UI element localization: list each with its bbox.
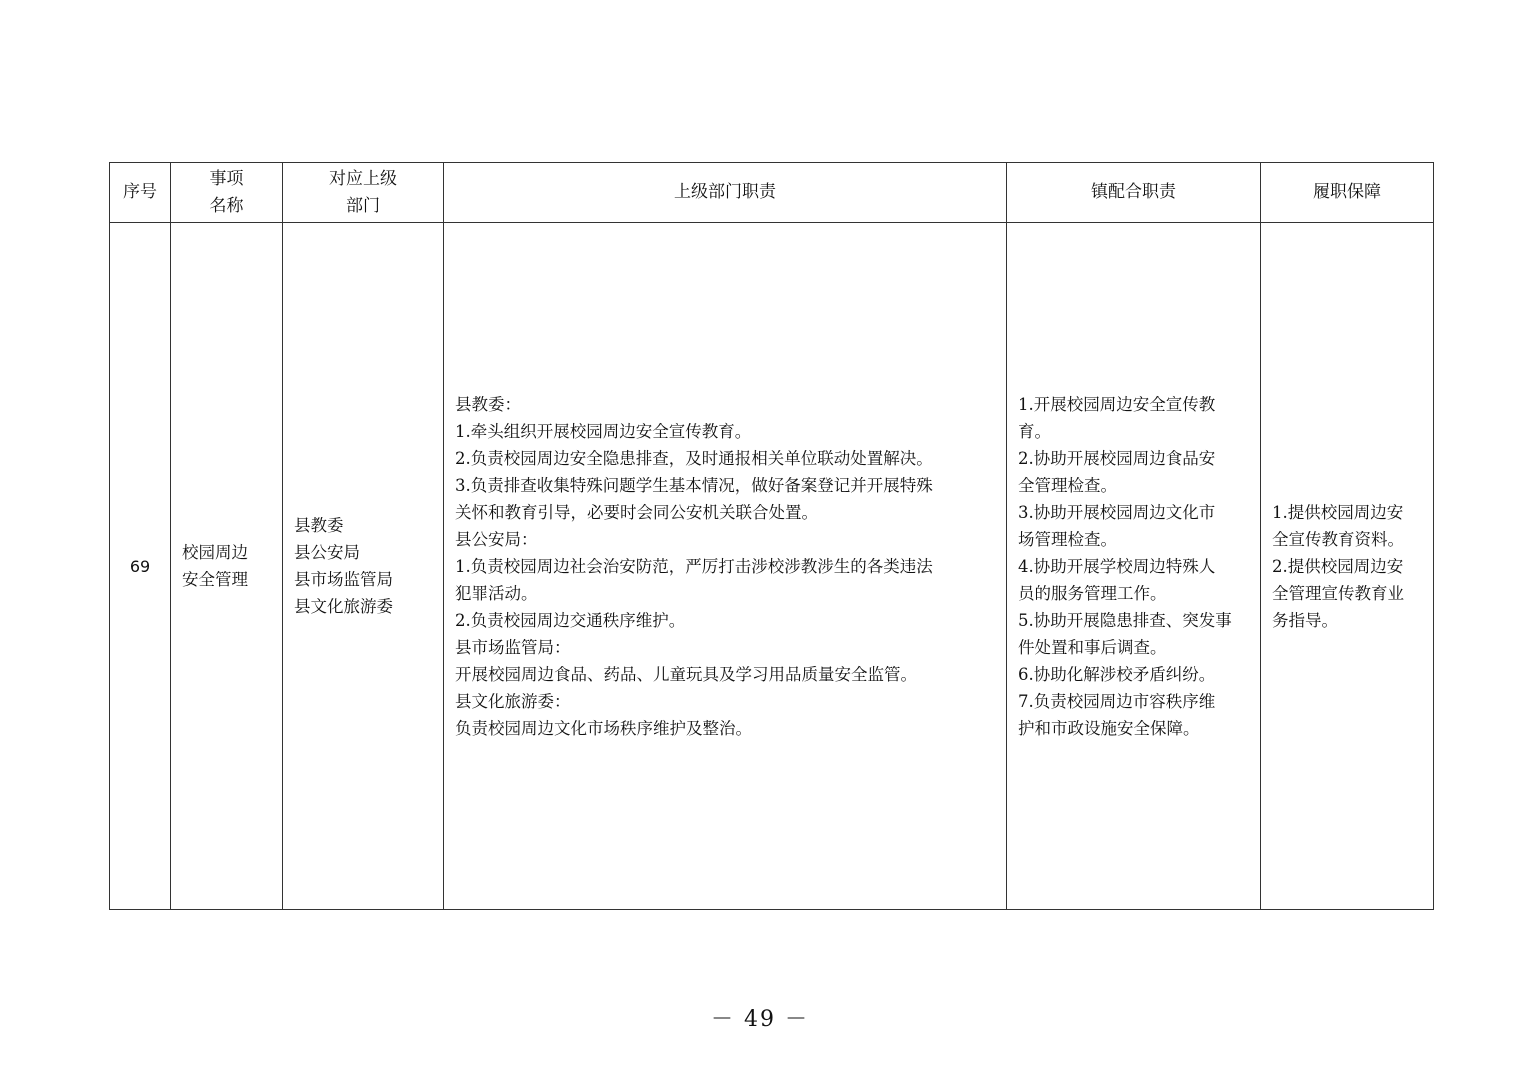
header-guarantee: 履职保障 [1261,163,1434,223]
town-duty-line: 全管理检查。 [1018,475,1117,495]
upper-duty-line: 开展校园周边食品、药品、儿童玩具及学习用品质量安全监管。 [455,664,917,684]
department-line: 县公安局 [294,543,360,562]
department-line: 县文化旅游委 [294,597,393,616]
town-duty-line: 5.协助开展隐患排查、突发事 [1018,610,1232,630]
town-duty-line: 员的服务管理工作。 [1018,583,1167,603]
upper-duty-line: 2.负责校园周边安全隐患排查，及时通报相关单位联动处置解决。 [455,448,933,468]
header-item-name-line2: 名称 [209,195,244,216]
town-duty-line: 育。 [1018,421,1051,441]
header-department [283,163,444,223]
cell-item-name [171,223,283,910]
header-department-line1: 对应上级 [329,168,397,189]
upper-duty-line: 负责校园周边文化市场秩序维护及整治。 [455,718,752,738]
header-item-name-line1: 事项 [209,168,244,189]
page-number: － 49 － [711,1007,809,1032]
guarantee-line: 2.提供校园周边安 [1272,556,1404,576]
cell-upper-duties [444,223,1007,910]
upper-duty-line: 县市场监管局： [455,637,571,657]
cell-departments [283,223,444,910]
town-duty-line: 护和市政设施安全保障。 [1018,718,1200,738]
upper-duty-line: 县教委： [455,394,521,414]
department-line: 县市场监管局 [294,570,393,589]
cell-town-duties [1007,223,1261,910]
header-department-line2: 部门 [346,195,380,216]
table-row [110,223,1434,910]
cell-guarantee [1261,223,1434,910]
guarantee-line: 1.提供校园周边安 [1272,502,1404,522]
header-upper-duties: 上级部门职责 [444,163,1007,223]
table-header-row [110,163,1434,223]
upper-duty-line: 1.负责校园周边社会治安防范，严厉打击涉校涉教涉生的各类违法 [455,556,933,576]
town-duty-line: 7.负责校园周边市容秩序维 [1018,691,1216,711]
cell-seq: 69 [110,223,171,910]
upper-duty-line: 县文化旅游委： [455,691,571,711]
header-seq: 序号 [110,163,171,223]
header-town-duties: 镇配合职责 [1007,163,1261,223]
town-duty-line: 1.开展校园周边安全宣传教 [1018,394,1216,414]
upper-duty-line: 2.负责校园周边交通秩序维护。 [455,610,686,630]
cell-item-name-line1: 校园周边 [182,543,248,562]
upper-duty-line: 县公安局： [455,529,538,549]
upper-duty-line: 犯罪活动。 [455,583,538,603]
town-duty-line: 6.协助化解涉校矛盾纠纷。 [1018,664,1216,684]
duty-table [109,162,1434,910]
upper-duty-line: 关怀和教育引导，必要时会同公安机关联合处置。 [455,502,818,522]
guarantee-line: 全管理宣传教育业 [1272,583,1404,603]
department-line: 县教委 [294,516,344,535]
upper-duty-line: 3.负责排查收集特殊问题学生基本情况，做好备案登记并开展特殊 [455,475,933,495]
guarantee-line: 务指导。 [1272,610,1338,630]
cell-item-name-line2: 安全管理 [182,570,248,589]
guarantee-line: 全宣传教育资料。 [1272,529,1404,549]
header-item-name [171,163,283,223]
town-duty-line: 4.协助开展学校周边特殊人 [1018,556,1216,576]
upper-duty-line: 1.牵头组织开展校园周边安全宣传教育。 [455,421,752,441]
town-duty-line: 3.协助开展校园周边文化市 [1018,502,1216,522]
town-duty-line: 2.协助开展校园周边食品安 [1018,448,1216,468]
town-duty-line: 件处置和事后调查。 [1018,637,1167,657]
town-duty-line: 场管理检查。 [1018,529,1117,549]
